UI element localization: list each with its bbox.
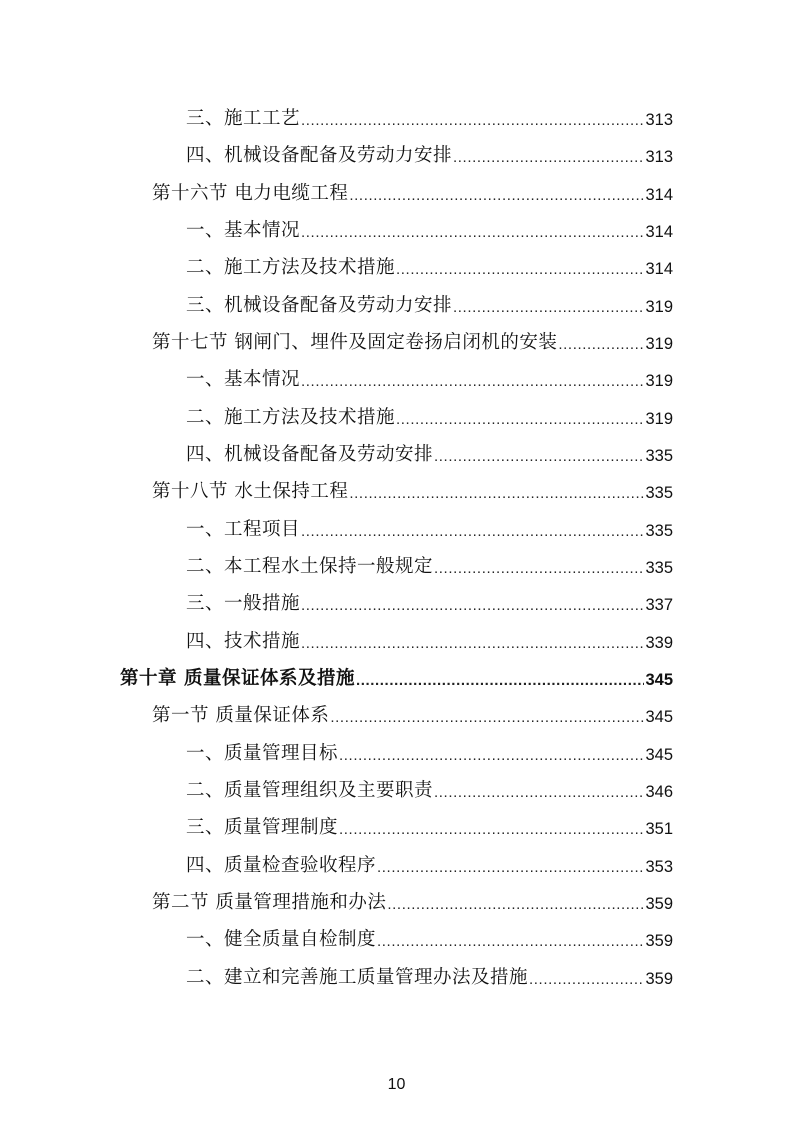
toc-entry-page: 345 (645, 708, 673, 726)
toc-entry-page: 314 (645, 260, 673, 278)
toc-entry-title: 第十章 质量保证体系及措施 (120, 668, 355, 689)
toc-entry-page: 313 (645, 148, 673, 166)
toc-entry[interactable] (186, 628, 673, 656)
toc-entry-title: 第十八节 水土保持工程 (152, 481, 349, 502)
toc-entry[interactable] (186, 404, 673, 432)
toc-entry-title: 四、机械设备配备及劳动力安排 (186, 145, 453, 166)
toc-entry-title: 二、质量管理组织及主要职责 (186, 780, 434, 801)
leader-dots (434, 445, 644, 469)
toc-entry[interactable] (152, 478, 673, 506)
toc-entry-page: 346 (645, 783, 673, 801)
toc-entry-page: 319 (645, 335, 673, 353)
toc-chapter-entry[interactable] (120, 665, 673, 693)
leader-dots (434, 557, 644, 581)
leader-dots (339, 818, 644, 842)
toc-entry[interactable] (186, 814, 673, 842)
leader-dots (301, 221, 644, 245)
toc-entry-page: 319 (645, 298, 673, 316)
toc-entry-page: 313 (645, 111, 673, 129)
leader-dots (349, 184, 644, 208)
toc-entry-page: 319 (645, 410, 673, 428)
toc-entry-page: 335 (645, 484, 673, 502)
toc-entry[interactable] (152, 889, 673, 917)
leader-dots (396, 408, 644, 432)
leader-dots (339, 744, 644, 768)
toc-entry-title: 二、建立和完善施工质量管理办法及措施 (186, 967, 529, 988)
toc-entry-title: 一、基本情况 (186, 369, 301, 390)
toc-entry[interactable] (186, 254, 673, 282)
leader-dots (301, 370, 644, 394)
leader-dots (377, 930, 644, 954)
leader-dots (301, 632, 644, 656)
toc-entry[interactable] (152, 329, 673, 357)
toc-entry-page: 335 (645, 559, 673, 577)
toc-entry-title: 一、工程项目 (186, 519, 301, 540)
toc-entry-title: 一、质量管理目标 (186, 743, 339, 764)
toc-entry-title: 三、机械设备配备及劳动力安排 (186, 295, 453, 316)
toc-entry[interactable] (186, 964, 673, 992)
leader-dots (453, 146, 644, 170)
toc-entry-page: 314 (645, 186, 673, 204)
leader-dots (349, 482, 644, 506)
leader-dots (301, 520, 644, 544)
toc-entry-page: 335 (645, 522, 673, 540)
toc-entry[interactable] (186, 926, 673, 954)
toc-entry-page: 359 (645, 895, 673, 913)
toc-entry-title: 三、施工工艺 (186, 108, 301, 129)
toc-entry-title: 四、机械设备配备及劳动安排 (186, 444, 434, 465)
leader-dots (301, 594, 644, 618)
toc-entry-title: 三、质量管理制度 (186, 817, 339, 838)
toc-entry[interactable] (186, 553, 673, 581)
toc-entry[interactable] (186, 142, 673, 170)
leader-dots (529, 968, 644, 992)
toc-entry[interactable] (186, 292, 673, 320)
toc-entry[interactable] (152, 702, 673, 730)
toc-entry-page: 319 (645, 372, 673, 390)
toc-entry-title: 四、技术措施 (186, 631, 301, 652)
leader-dots (453, 296, 644, 320)
leader-dots (558, 333, 644, 357)
toc-entry[interactable] (186, 740, 673, 768)
toc-entry[interactable] (186, 105, 673, 133)
toc-entry-page: 314 (645, 223, 673, 241)
leader-dots (377, 856, 644, 880)
leader-dots (330, 706, 644, 730)
toc-entry-title: 第一节 质量保证体系 (152, 705, 330, 726)
toc-entry-page: 335 (645, 447, 673, 465)
toc-entry-title: 二、本工程水土保持一般规定 (186, 556, 434, 577)
toc-entry-page: 351 (645, 820, 673, 838)
toc-entry-title: 三、一般措施 (186, 593, 301, 614)
toc-entry[interactable] (186, 516, 673, 544)
toc-entry-title: 四、质量检查验收程序 (186, 855, 377, 876)
toc-entry-title: 第二节 质量管理措施和办法 (152, 892, 387, 913)
toc-entry[interactable] (186, 777, 673, 805)
toc-entry-page: 359 (645, 970, 673, 988)
toc-entry[interactable] (186, 441, 673, 469)
toc-entry-page: 359 (645, 932, 673, 950)
leader-dots (356, 669, 645, 693)
leader-dots (301, 109, 644, 133)
leader-dots (396, 258, 644, 282)
page-number: 10 (387, 1076, 406, 1093)
leader-dots (387, 893, 644, 917)
toc-entry[interactable] (186, 366, 673, 394)
toc-entry-title: 一、基本情况 (186, 220, 301, 241)
toc-entry-page: 353 (645, 858, 673, 876)
toc-entry[interactable] (186, 590, 673, 618)
toc-entry-page: 345 (645, 746, 673, 764)
toc-entry[interactable] (186, 217, 673, 245)
toc-entry[interactable] (186, 852, 673, 880)
toc-entry-page: 345 (645, 671, 673, 689)
toc-entry-title: 二、施工方法及技术措施 (186, 257, 396, 278)
toc-entry-title: 二、施工方法及技术措施 (186, 407, 396, 428)
leader-dots (434, 781, 644, 805)
toc-entry-page: 339 (645, 634, 673, 652)
toc-entry-page: 337 (645, 596, 673, 614)
toc-entry-title: 第十六节 电力电缆工程 (152, 183, 349, 204)
toc-entry-title: 一、健全质量自检制度 (186, 929, 377, 950)
toc-entry[interactable] (152, 180, 673, 208)
toc-entry-title: 第十七节 钢闸门、埋件及固定卷扬启闭机的安装 (152, 332, 558, 353)
